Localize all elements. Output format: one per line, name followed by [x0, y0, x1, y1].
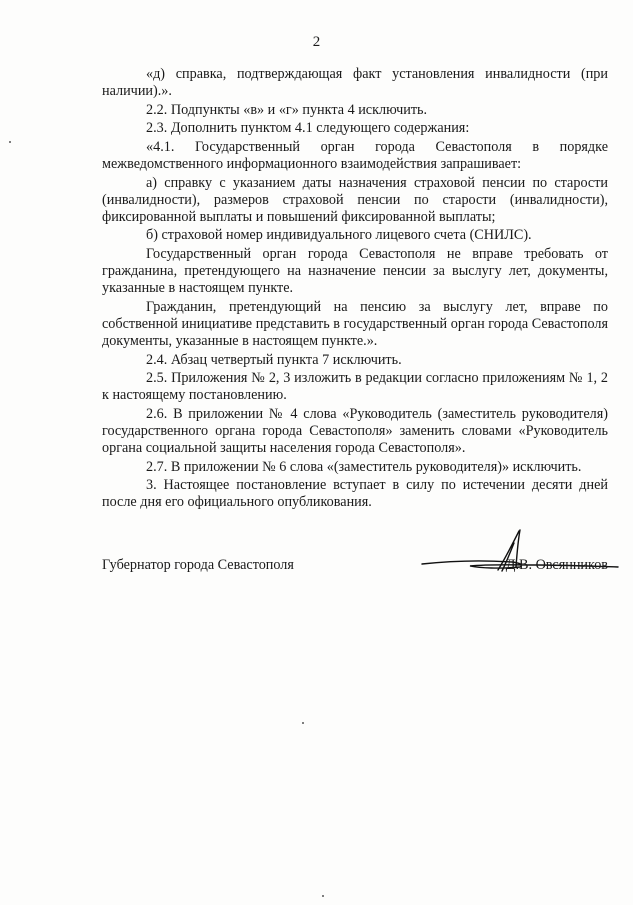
signature-block: [102, 557, 608, 577]
paragraph: 2.7. В приложении № 6 слова «(заместитель руководителя)» исключить.: [146, 458, 582, 475]
scan-speck: [322, 895, 324, 897]
paragraph: 2.6. В приложении № 4 слова «Руководитель (заместитель руководителя) государственного органа города Севастополя» заменить словами «Руководитель органа социальной защиты населения города Севастополя».: [102, 405, 608, 456]
paragraph: 3. Настоящее постановление вступает в силу по истечении десяти дней после дня его официального опубликования.: [102, 477, 608, 511]
paragraph: «4.1. Государственный орган города Севастополя в порядке межведомственного информационного взаимодействия запрашивает:: [102, 138, 608, 172]
page-number: 2: [312, 34, 321, 50]
signatory-title: Губернатор города Севастополя: [102, 557, 294, 573]
document-body: [102, 66, 608, 513]
paragraph: 2.2. Подпункты «в» и «г» пункта 4 исключить.: [146, 101, 428, 118]
scan-speck: [9, 141, 11, 143]
paragraph: 2.5. Приложения № 2, 3 изложить в редакции согласно приложениям № 1, 2 к настоящему постановлению.: [102, 370, 608, 404]
signatory-name: Д.В. Овсянников: [505, 557, 608, 573]
scan-speck: [302, 722, 304, 724]
paragraph: а) справку с указанием даты назначения страховой пенсии по старости (инвалидности), размеров страховой пенсии по старости (инвалидности), фиксированной выплаты и повышений фиксированной выплаты;: [102, 174, 608, 225]
paragraph: «д) справка, подтверждающая факт установления инвалидности (при наличии).».: [102, 66, 608, 100]
paragraph: 2.4. Абзац четвертый пункта 7 исключить.: [146, 351, 402, 368]
paragraph: б) страховой номер индивидуального лицевого счета (СНИЛС).: [146, 227, 532, 244]
paragraph: Государственный орган города Севастополя не вправе требовать от гражданина, претендующего на назначение пенсии за выслугу лет, документы, указанные в настоящем пункте.: [102, 245, 608, 297]
paragraph: 2.3. Дополнить пунктом 4.1 следующего содержания:: [146, 120, 470, 137]
paragraph: Гражданин, претендующий на пенсию за выслугу лет, вправе по собственной инициативе представить в государственный орган города Севастополя документы, указанные в настоящем пункте.».: [102, 298, 608, 349]
